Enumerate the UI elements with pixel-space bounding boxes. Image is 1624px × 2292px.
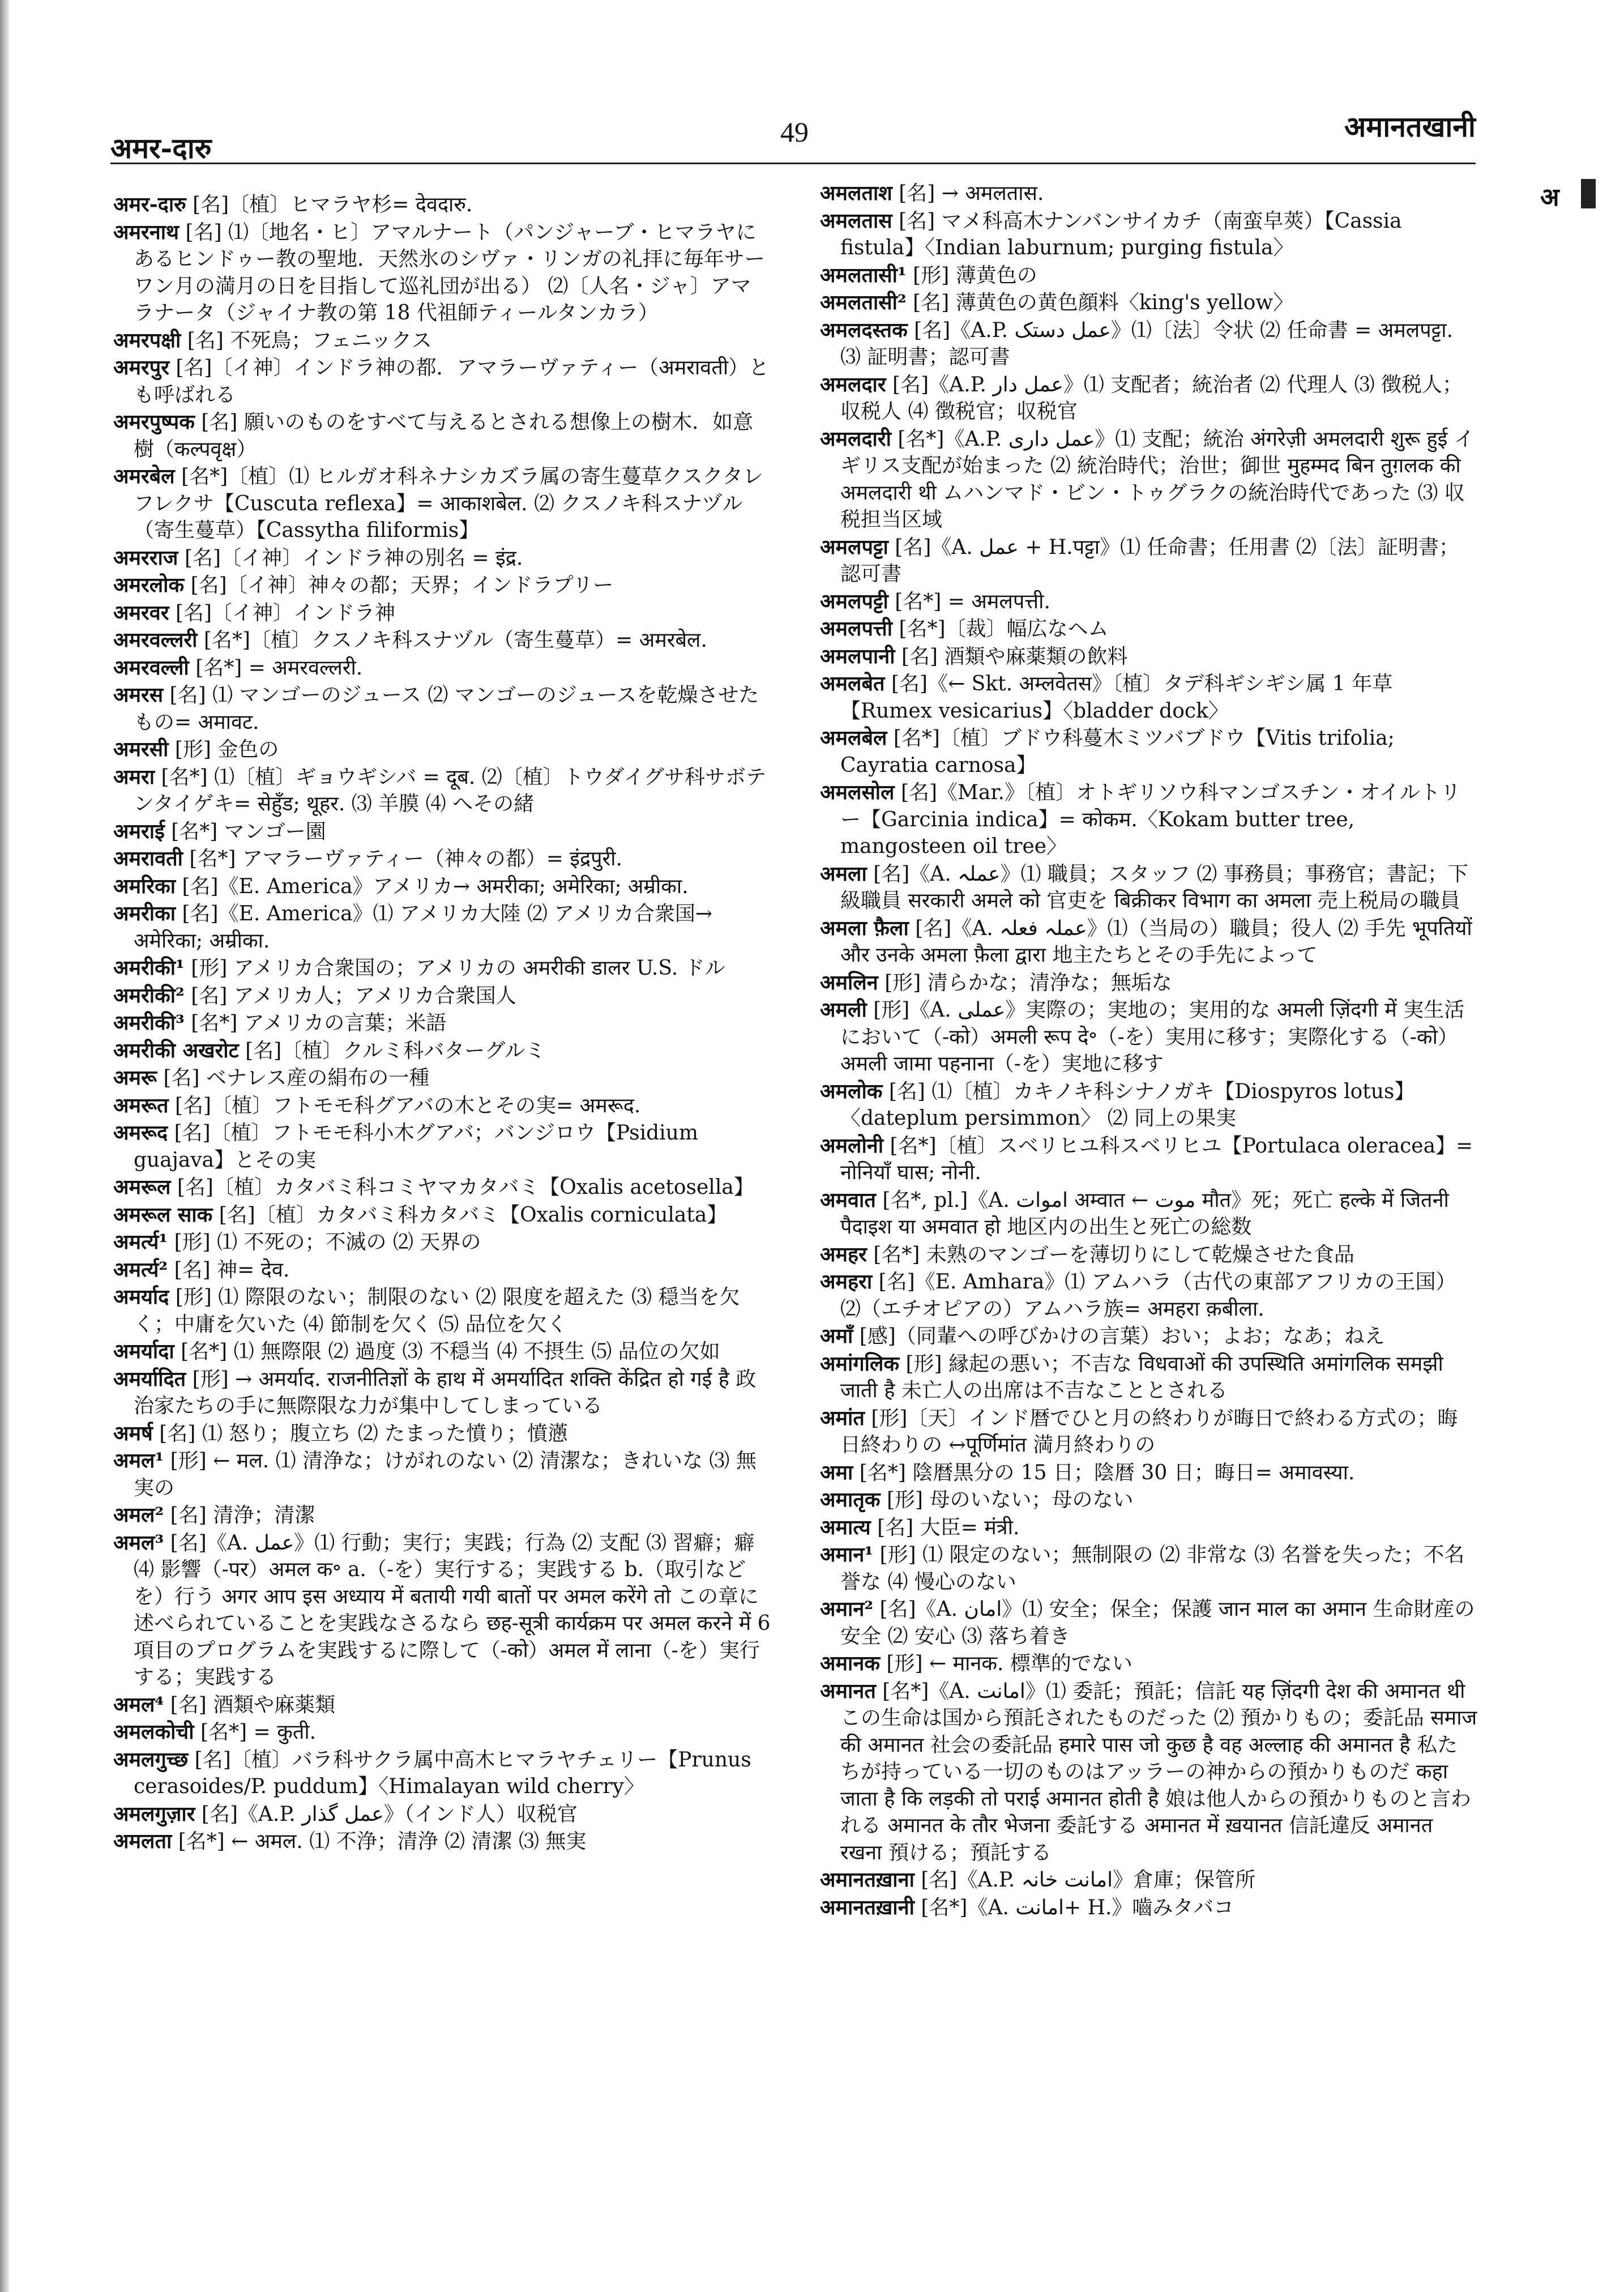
entry-definition: [名]《E. America》アメリカ→ अमरीका; अमेरिका; अम्रीका. [176, 874, 689, 898]
dictionary-entry [820, 1678, 1478, 1867]
dictionary-entry [113, 1530, 771, 1691]
entry-definition: [名]〔植〕バラ科サクラ属中高木ヒマラヤチェリー【Prunus cerasoides/P. puddum】〈Himalayan wild cherry〉 [134, 1748, 751, 1798]
entry-headword: अमल⁴ [113, 1692, 164, 1717]
dictionary-entry [820, 588, 1478, 616]
dictionary-entry [113, 1257, 771, 1284]
entry-headword: अमरिका [113, 874, 176, 898]
entry-definition: [名]《A.P. عمل دار》⑴ 支配者；統治者 ⑵ 代理人 ⑶ 徴税人；収税人 ⑷ 徴税官；収税官 [840, 373, 1463, 423]
entry-headword: अमरलोक [113, 573, 185, 597]
entry-definition: [名]〔イ神〕インドラ神の別名 = इंद्र. [178, 546, 523, 570]
entry-headword: अमहर [820, 1242, 867, 1266]
entry-definition: [形]《A. عملی》実際の；実地の；実用的な अमली ज़िंदगी में 実生活において（-को）अमली रूप दे॰（-を）実用に移す；実際化する（-को）अमली जामा पहनाना（-を）実地に移す [840, 998, 1465, 1075]
entry-definition: [名] ⑴ マンゴーのジュース ⑵ マンゴーのジュースを乾燥させたもの= अमावट. [134, 684, 759, 734]
dictionary-entry [820, 1459, 1478, 1487]
entry-definition: [名*] マンゴー園 [164, 820, 326, 843]
dictionary-entry [820, 1596, 1478, 1650]
dictionary-entry [113, 1202, 771, 1229]
entry-headword: अमरनाथ [113, 220, 180, 244]
entry-definition: [名*]《A. امانت》⑴ 委託；預託；信託 यह ज़िंदगी देश की अमानत थी この生命は国から預託されたものだった ⑵ 預かりもの；委託品 समाज की अमानत 社会の委託品 हमारे पास जो कुछ है वह अल्लाह की अमानत है 私たちが持っている一切のものはアッラーの神からの預かりものだ कहा जाता है कि लड़की तो पराई अमानत होती है 娘は他人からの預かりものと言われる अमानत के तौर भेजना 委託する अमानत में ख़यानत 信託違反 अमानत रखना 預ける；預託する [840, 1679, 1477, 1864]
dictionary-entry [820, 1405, 1478, 1459]
dictionary-entry [113, 1010, 771, 1037]
dictionary-entry [820, 616, 1478, 643]
entry-headword: अमलगुच्छ [113, 1747, 189, 1772]
entry-definition: [名*]《A.P. عمل داری》⑴ 支配；統治 अंगरेज़ी अमलदारी शुरू हुई イギリス支配が始まった ⑵ 統治時代；治世；御世 मुहम्मद बिन तुग़लक की अमलदारी थी ムハンマド・ビン・トゥグラクの統治時代であった ⑶ 収税担当区域 [840, 427, 1475, 531]
dictionary-entry [113, 1338, 771, 1365]
entry-headword: अमल² [113, 1503, 164, 1527]
entry-headword: अमान¹ [820, 1543, 874, 1567]
entry-headword: अमर-दारु [113, 193, 186, 216]
entry-headword: अमरूल साक [113, 1202, 213, 1227]
entry-definition: [名] 不死鳥；フェニックス [181, 328, 432, 352]
entry-definition: [名]〔植〕クルミ科バターグルミ [238, 1039, 546, 1062]
dictionary-entry [820, 1269, 1478, 1322]
entry-headword: अमरवल्लरी [113, 628, 198, 652]
dictionary-entry [113, 818, 771, 846]
entry-definition: [形] 母のいない；母のない [880, 1488, 1134, 1512]
entry-definition: [名] → अमलतास. [892, 182, 1044, 205]
entry-definition: [名] ⑴〔地名・ヒ〕アマルナート（パンジャーブ・ヒマラヤにあるヒンドゥー教の聖地．天然氷のシヴァ・リンガの礼拝に毎年サーワン月の満月の日を目指して巡礼団が出る） ⑵〔人名・ジャ〕アマラナータ（ジャイナ教の第 18 代祖師ティールタンカラ） [134, 220, 765, 325]
dictionary-entry [820, 1351, 1478, 1405]
dictionary-entry [113, 1828, 771, 1855]
entry-headword: अमरूत [113, 1093, 169, 1117]
left-column [113, 191, 771, 1856]
entry-definition: [形] ⑴ 際限のない；制限のない ⑵ 限度を超えた ⑶ 穏当を欠く；中庸を欠いた ⑷ 節制を欠く ⑸ 品位を欠く [134, 1286, 740, 1336]
entry-definition: [名] 薄黄色の黄色顔料〈king's yellow〉 [906, 291, 1294, 314]
dictionary-entry [820, 1241, 1478, 1269]
entry-definition: [名*]〔植〕クスノキ科スナヅル（寄生蔓草）= अमरबेल. [197, 629, 707, 652]
entry-headword: अमलदार [820, 372, 886, 396]
entry-definition: [名*, pl.]《A. اموات अम्वात ← موت मौत》死；死亡 हल्के में जितनी पैदाइश या अमवात हो 地区内の出生と死亡の総数 [840, 1188, 1449, 1239]
entry-definition: [名]《A.P. امانت خانہ》倉庫；保管所 [914, 1868, 1256, 1892]
dictionary-entry [113, 1366, 771, 1420]
entry-headword: अमाँ [820, 1324, 853, 1348]
dictionary-entry [820, 779, 1478, 860]
entry-definition: [名] 神= देव. [168, 1258, 290, 1282]
dictionary-entry [820, 643, 1478, 671]
scan-edge-shadow [0, 0, 9, 2292]
running-head-left: अमर-दारु [110, 131, 212, 165]
entry-headword: अमला फ़ैला [820, 916, 909, 940]
entry-headword: अमरस [113, 683, 164, 707]
entry-headword: अमराई [113, 819, 165, 843]
entry-headword: अमरीकी¹ [113, 956, 185, 980]
dictionary-entry [113, 1092, 771, 1120]
entry-definition: [名] 酒類や麻薬類 [164, 1693, 336, 1717]
entry-definition: [名]〔植〕ヒマラヤ杉= देवदारु. [186, 193, 473, 216]
entry-headword: अमलबेत [820, 672, 885, 695]
dictionary-entry [820, 915, 1478, 969]
entry-definition: [名*] アメリカの言葉；米語 [184, 1011, 447, 1035]
entry-definition: [名] アメリカ人；アメリカ合衆国人 [184, 984, 516, 1008]
dictionary-entry [820, 289, 1478, 317]
entry-headword: अमांत [820, 1406, 865, 1430]
dictionary-entry [820, 1650, 1478, 1678]
entry-headword: अमानक [820, 1651, 880, 1675]
entry-definition: [名]《A. امان》⑴ 安全；保全；保護 जान माल का अमान 生命財産の安全 ⑵ 安心 ⑶ 落ち着き [840, 1598, 1475, 1648]
dictionary-entry [820, 1487, 1478, 1514]
entry-headword: अमलगुज़ार [113, 1802, 195, 1826]
dictionary-entry [113, 1065, 771, 1092]
entry-headword: अमांगलिक [820, 1351, 900, 1376]
entry-headword: अमा [820, 1460, 853, 1484]
entry-definition: [名] マメ科高木ナンバンサイカチ（南蛮皁莢）【Cassia fistula】〈Indian laburnum; purging fistula〉 [840, 209, 1402, 259]
entry-headword: अमरपुष्पक [113, 410, 195, 434]
entry-headword: अमला [820, 861, 867, 886]
entry-headword: अमवात [820, 1188, 876, 1212]
dictionary-entry [820, 997, 1478, 1078]
entry-definition: [形] アメリカ合衆国の；アメリカの अमरीकी डालर U.S. ドル [184, 957, 725, 980]
dictionary-entry [820, 180, 1478, 207]
entry-headword: अमलकोची [113, 1720, 194, 1744]
entry-headword: अमरा [113, 765, 155, 789]
dictionary-entry [820, 970, 1478, 997]
entry-definition: [名*]《A. امانت+ H.》嚙みタバコ [914, 1896, 1234, 1919]
entry-headword: अमरू [113, 1066, 157, 1090]
entry-definition: [名]《A. عمل + H.पट्टा》⑴ 任命書；任用書 ⑵〔法〕証明書；認可書 [840, 535, 1459, 586]
dictionary-entry [113, 545, 771, 572]
thumb-index-letter: अ [1540, 183, 1559, 212]
dictionary-entry [113, 1120, 771, 1173]
dictionary-entry [113, 682, 771, 736]
entry-headword: अमातृक [820, 1488, 881, 1512]
entry-definition: [形] ← मल. ⑴ 清浄な；けがれのない ⑵ 清潔な；きれいな ⑶ 無実の [134, 1449, 757, 1500]
entry-definition: [名*] 未熟のマンゴーを薄切りにして乾燥させた食品 [866, 1243, 1354, 1266]
dictionary-entry [820, 861, 1478, 915]
entry-definition: [名*] アマラーヴァティー（神々の都）= इंद्रपुरी. [182, 847, 623, 870]
dictionary-entry [113, 1038, 771, 1065]
dictionary-entry [113, 1420, 771, 1448]
dictionary-entry [113, 846, 771, 873]
entry-headword: अमरीका [113, 902, 176, 925]
entry-headword: अमरवल्ली [113, 655, 189, 680]
entry-headword: अमलतासी¹ [820, 263, 907, 287]
entry-headword: अमलिन [820, 970, 878, 995]
dictionary-entry [820, 1133, 1478, 1186]
entry-definition: [名] ⑴〔植〕カキノキ科シナノガキ【Diospyros lotus】〈dateplum persimmon〉 ⑵ 同上の果実 [840, 1079, 1415, 1130]
entry-headword: अमलतासी² [820, 291, 907, 314]
entry-definition: [形] 薄黄色の [906, 263, 1037, 287]
dictionary-entry [820, 317, 1478, 371]
entry-headword: अमली [820, 998, 867, 1022]
dictionary-entry [113, 409, 771, 463]
entry-definition: [名*] 陰暦黒分の 15 日；陰暦 30 日；晦日= अमावस्या. [853, 1461, 1355, 1484]
entry-headword: अमर्यादित [113, 1367, 186, 1391]
entry-definition: [名*] ⑴〔植〕ギョウギシバ = दूब. ⑵〔植〕トウダイグサ科サボテンタイゲキ= सेहुँड; थूहर. ⑶ 羊膜 ⑷ へその緒 [134, 765, 767, 816]
entry-definition: [名] 清浄；清潔 [164, 1504, 315, 1527]
dictionary-entry [820, 534, 1478, 588]
dictionary-entry [113, 219, 771, 327]
entry-definition: [名]〔イ神〕神々の都；天界；インドラプリー [184, 574, 614, 597]
dictionary-entry [113, 1502, 771, 1529]
right-column [820, 180, 1478, 1922]
dictionary-entry [820, 426, 1478, 533]
dictionary-entry [113, 1174, 771, 1201]
entry-headword: अमरीकी अखरोट [113, 1038, 239, 1062]
entry-headword: अमरीकी³ [113, 1011, 185, 1035]
entry-definition: [形] ⑴ 限定のない；無制限の ⑵ 非常な ⑶ 名誉を失った；不名誉な ⑷ 慢心のない [840, 1543, 1465, 1594]
dictionary-entry [113, 1801, 771, 1828]
dictionary-entry [820, 1867, 1478, 1894]
entry-headword: अमर्त्य¹ [113, 1230, 168, 1254]
entry-definition: [名*] = अमरवल्लरी. [189, 656, 363, 680]
dictionary-entry [820, 208, 1478, 262]
dictionary-entry [113, 1284, 771, 1338]
dictionary-entry [113, 1747, 771, 1800]
entry-headword: अमानत [820, 1679, 876, 1703]
entry-definition: [名*]〔植〕⑴ ヒルガオ科ネナシカズラ属の寄生蔓草クスクタレフレクサ【Cuscuta reflexa】= आकाशबेल. ⑵ クスノキ科スナヅル（寄生蔓草）【Cassytha filiformis】 [134, 465, 763, 542]
entry-headword: अमानतख़ाना [820, 1868, 914, 1892]
entry-definition: [名] 大臣= मंत्री. [870, 1516, 1020, 1539]
entry-headword: अमरवर [113, 600, 169, 625]
entry-headword: अमहरा [820, 1270, 873, 1294]
entry-definition: [名*]〔植〕ブドウ科蔓木ミツバブドウ【Vitis trifolia; Cayratia carnosa】 [840, 727, 1395, 777]
dictionary-entry [113, 600, 771, 627]
dictionary-entry [820, 262, 1478, 289]
entry-definition: [名*]〔裁〕幅広なヘム [892, 617, 1109, 641]
entry-headword: अमलोक [820, 1079, 883, 1103]
entry-headword: अमरावती [113, 847, 183, 870]
dictionary-entry [113, 627, 771, 654]
entry-definition: [名*] = अमलपत्ती. [888, 590, 1050, 613]
entry-headword: अमलसोल [820, 780, 895, 804]
running-head-right: अमानतखानी [1344, 110, 1476, 143]
entry-headword: अमलपत्ती [820, 617, 893, 641]
entry-headword: अमल³ [113, 1530, 164, 1555]
header-rule [110, 163, 1476, 164]
entry-definition: [形] → अमर्याद. राजनीतिज्ञों के हाथ में अमर्यादित शक्ति केंद्रित हो गई है 政治家たちの手に無際限な力が集中してしまっている [134, 1367, 757, 1418]
entry-definition: [名]〔イ神〕インドラ神の都．アマラーヴァティー（अमरावती）とも呼ばれる [134, 356, 770, 407]
entry-headword: अमरपुर [113, 356, 169, 379]
entry-headword: अमलपट्टा [820, 535, 888, 559]
entry-definition: [名]《A.P. عمل دستک》⑴〔法〕令状 ⑵ 任命書 = अमलपट्टा. ⑶ 証明書；認可書 [840, 318, 1454, 369]
entry-definition: [名]〔植〕カタバミ科コミヤマカタバミ【Oxalis acetosella】 [170, 1176, 754, 1199]
dictionary-entry [820, 372, 1478, 425]
entry-definition: [名] ベナレス産の絹布の一種 [157, 1066, 430, 1090]
entry-definition: [名]《E. America》⑴ アメリカ大陸 ⑵ アメリカ合衆国→ अमेरिका; अम्रीका. [134, 902, 713, 953]
dictionary-entry [113, 191, 771, 219]
entry-definition: [名]《E. Amhara》⑴ アムハラ（古代の東部アフリカの王国） ⑵（エチオピアの）アムハラ族= अमहरा क़बीला. [840, 1270, 1456, 1321]
entry-definition: [名]《A. عمل》⑴ 行動；実行；実践；行為 ⑵ 支配 ⑶ 習癖；癖 ⑷ 影響（-पर）अमल क॰ a.（-を）実行する；実践する b.（取引などを）行う अगर आप इस अध्याय में बतायी गयी बातों पर अमल करेंगे तो この章に述べられていることを実践なさるなら छह-सूत्री कार्यक्रम पर अमल करने में 6 項目のプログラムを実践するに際して（-को）अमल में लाना（-を）実行する；実践する [134, 1531, 771, 1689]
dictionary-entry [820, 725, 1478, 779]
entry-definition: [名]〔植〕カタバミ科カタバミ【Oxalis corniculata】 [212, 1203, 728, 1227]
entry-headword: अमरूल [113, 1175, 171, 1199]
entry-definition: [名*] = कुती. [194, 1721, 317, 1744]
entry-headword: अमर्यादा [113, 1339, 174, 1363]
entry-definition: [名*] ← अमल. ⑴ 不浄；清浄 ⑵ 清潔 ⑶ 無実 [172, 1830, 587, 1853]
entry-definition: [名]〔イ神〕インドラ神 [169, 601, 396, 625]
entry-definition: [形] 縁起の悪い；不吉な विधवाओं की उपस्थिति अमांगलिक समझी जाती है 未亡人の出席は不吉なこととされる [840, 1352, 1443, 1402]
dictionary-entry [113, 955, 771, 982]
dictionary-entry [113, 1448, 771, 1501]
entry-headword: अमान² [820, 1597, 874, 1621]
dictionary-entry [113, 736, 771, 763]
entry-headword: अमलताश [820, 181, 892, 205]
entry-definition: [名] 酒類や麻薬類の飲料 [895, 645, 1128, 668]
entry-headword: अमलदारी [820, 426, 891, 451]
page-number: 49 [780, 116, 809, 148]
entry-headword: अमलता [113, 1829, 172, 1853]
dictionary-entry [113, 900, 771, 954]
entry-headword: अमरबेल [113, 464, 175, 488]
entry-headword: अमलदस्तक [820, 318, 908, 342]
entry-definition: [名]《A. عملہ فعلہ》⑴（当局の）職員；役人 ⑵ 手先 भूपतियों और उनके अमला फ़ैला द्वारा 地主たちとその手先によって [840, 916, 1472, 967]
entry-headword: अमलपट्टी [820, 589, 888, 613]
dictionary-entry [113, 572, 771, 599]
dictionary-entry [113, 1719, 771, 1746]
dictionary-entry [113, 327, 771, 355]
entry-definition: [名]〔植〕フトモモ科グアバの木とその実= अमरूद. [168, 1094, 641, 1117]
dictionary-entry [820, 1078, 1478, 1132]
entry-definition: [名]《A.P. عمل گذار》（インド人）収税官 [195, 1802, 578, 1826]
dictionary-entry [113, 655, 771, 682]
entry-definition: [名]《Mar.》〔植〕オトギリソウ科マンゴスチン・オイルトリー【Garcinia indica】= कोकम.〈Kokam butter tree, mangosteen oil tree〉 [840, 781, 1461, 858]
dictionary-entry [113, 1229, 771, 1256]
entry-headword: अमलबेल [820, 726, 887, 750]
dictionary-entry [820, 1542, 1478, 1595]
dictionary-entry [113, 873, 771, 900]
dictionary-entry [113, 764, 771, 818]
dictionary-entry [820, 1323, 1478, 1350]
dictionary-entry [113, 463, 771, 544]
entry-definition: [形] ⑴ 不死の；不滅の ⑵ 天界の [168, 1231, 481, 1254]
entry-headword: अमरसी [113, 737, 169, 761]
entry-headword: अमर्ष [113, 1421, 153, 1445]
entry-headword: अमलतास [820, 208, 892, 233]
entry-definition: [名] 願いのものをすべて与えるとされる想像上の樹木．如意樹（कल्पवृक्ष） [134, 411, 754, 461]
dictionary-entry [820, 671, 1478, 724]
entry-definition: [形] 清らかな；清浄な；無垢な [878, 971, 1172, 995]
entry-headword: अमर्याद [113, 1285, 169, 1309]
dictionary-entry [820, 1187, 1478, 1241]
entry-definition: [名]《A. عملہ》⑴ 職員；スタッフ ⑵ 事務員；事務官；書記；下級職員 सरकारी अमले को 官吏を बिक्रीकर विभाग का अमला 売上税局の職員 [840, 862, 1468, 912]
entry-headword: अमानतख़ानी [820, 1895, 914, 1919]
entry-definition: [名] ⑴ 怒り；腹立ち ⑵ たまった憤り；憤懣 [152, 1422, 569, 1445]
entry-definition: [名]《← Skt. अम्लवेतस》〔植〕タデ科ギシギシ属 1 年草【Rumex vesicarius】〈bladder dock〉 [840, 672, 1393, 723]
entry-definition: [感]（同輩への呼びかけの言葉）おい；よお；なあ；ねえ [853, 1325, 1385, 1348]
entry-headword: अमलपानी [820, 644, 895, 668]
entry-headword: अमरूद [113, 1121, 168, 1145]
entry-definition: [名*] ⑴ 無際限 ⑵ 過度 ⑶ 不穏当 ⑷ 不摂生 ⑸ 品位の欠如 [174, 1340, 720, 1363]
entry-headword: अमर्त्य² [113, 1257, 168, 1282]
entry-definition: [名*]〔植〕スベリヒユ科スベリヒユ【Portulaca oleracea】= नोनियाँ घास; नोनी. [840, 1134, 1473, 1184]
thumb-index-tab [1581, 179, 1596, 208]
dictionary-entry [820, 1514, 1478, 1542]
entry-headword: अमरराज [113, 545, 178, 570]
entry-definition: [形] 金色の [168, 738, 279, 761]
entry-definition: [形] ← मानक. 標準的でない [879, 1652, 1132, 1675]
entry-headword: अमलोनी [820, 1133, 884, 1158]
entry-definition: [形]〔天〕インド暦でひと月の終わりが晦日で終わる方式の；晦日終わりの ↔पूर्णिमांत 満月終わりの [840, 1406, 1458, 1457]
entry-headword: अमल¹ [113, 1449, 164, 1472]
dictionary-entry [113, 355, 771, 408]
entry-headword: अमरपक्षी [113, 328, 181, 352]
entry-headword: अमरीकी² [113, 983, 185, 1008]
dictionary-entry [113, 983, 771, 1010]
dictionary-entry [113, 1692, 771, 1719]
entry-headword: अमात्य [820, 1515, 871, 1539]
dictionary-entry [820, 1894, 1478, 1922]
entry-definition: [名]〔植〕フトモモ科小木グアバ；バンジロウ【Psidium guajava】とその実 [134, 1121, 699, 1172]
